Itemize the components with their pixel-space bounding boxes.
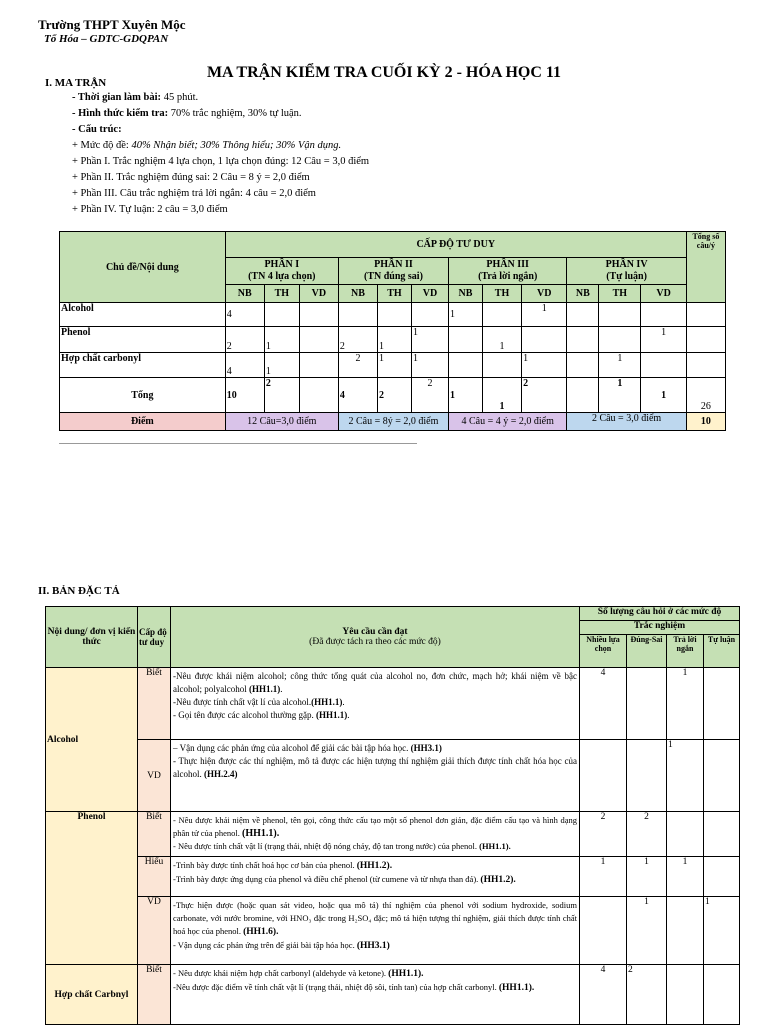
cell	[567, 303, 599, 327]
req-code: (HH1.6).	[243, 927, 279, 937]
part4-header	[567, 258, 686, 285]
cell: 2	[378, 378, 412, 413]
count-cell: 1	[667, 740, 704, 812]
row-score	[60, 413, 726, 431]
req-line: -Trình bày được ứng dụng của phenol và điều chế phenol (từ cumene và từ nhựa than đá).	[173, 874, 481, 884]
level-know: Biết	[138, 812, 171, 857]
req-code: (HH1.1).	[242, 828, 280, 839]
cell: 1	[641, 378, 686, 413]
cell	[522, 327, 567, 353]
row-label-alcohol: Alcohol	[60, 303, 226, 327]
count-cell	[704, 740, 740, 812]
cell: 1	[449, 378, 483, 413]
part4-title: PHẦN IV	[605, 259, 648, 270]
cell	[641, 353, 686, 378]
part2-title: PHẦN II	[374, 259, 413, 270]
req-line: - Nêu được khái niệm về phenol, tên gọi, công thức cấu tạo một số phenol đơn giản, đặc điểm cấu tạo và hình dạng phân tử của phenol.	[173, 815, 577, 838]
part1-header	[225, 258, 338, 285]
count-cell: 1	[667, 668, 704, 740]
topic-phenol: Phenol	[46, 812, 138, 965]
mc-header: Trắc nghiệm	[580, 621, 740, 635]
cell	[641, 303, 686, 327]
structure-label: - Cấu trúc:	[72, 124, 122, 135]
cell	[449, 327, 483, 353]
cell	[299, 378, 338, 413]
req-code: (HH1.1).	[388, 969, 424, 979]
short-answer-header: Trả lời ngắn	[667, 635, 704, 668]
col-nb: NB	[567, 285, 599, 303]
count-cell: 4	[580, 668, 627, 740]
true-false-header: Đúng-Sai	[627, 635, 667, 668]
cell	[686, 353, 725, 378]
col-th: TH	[264, 285, 299, 303]
row-label-phenol: Phenol	[60, 327, 226, 353]
part3-info: + Phần III. Câu trắc nghiệm trả lời ngắn: 4 câu = 2,0 điểm	[72, 188, 316, 199]
requirement-text	[171, 857, 580, 897]
level-header: Cấp độ tư duy	[138, 607, 171, 668]
form-value: 70% trắc nghiệm, 30% tự luận.	[168, 108, 302, 119]
cell: 1	[482, 327, 521, 353]
col-nb: NB	[449, 285, 483, 303]
requirement-subtitle: (Đã được tách ra theo các mức độ)	[309, 637, 441, 647]
count-cell	[627, 740, 667, 812]
requirement-title: Yêu cầu cần đạt	[342, 627, 408, 637]
count-cell	[704, 812, 740, 857]
row-carbonyl	[60, 353, 726, 378]
col-th: TH	[599, 285, 641, 303]
cell: 2	[225, 327, 264, 353]
part4-subtitle: (Tự luận)	[606, 271, 647, 282]
cell: 2	[264, 378, 299, 413]
requirement-text	[171, 812, 580, 857]
col-vd: VD	[641, 285, 686, 303]
section-1-heading: I. MA TRẬN	[45, 77, 107, 89]
count-cell	[704, 857, 740, 897]
essay-header: Tự luận	[704, 635, 740, 668]
count-cell: 2	[627, 812, 667, 857]
req-code: (HH.2.4)	[204, 769, 238, 779]
count-cell: 1	[667, 857, 704, 897]
req-line: -Trình bày được tính chất hoá học cơ bản của phenol.	[173, 860, 357, 870]
cell: 1	[378, 353, 412, 378]
count-cell: 1	[704, 897, 740, 965]
req-line: -Nêu được đặc điểm về tính chất vật lí (trạng thái, nhiệt độ sôi, tính tan) của hợp chất carbonyl.	[173, 982, 499, 992]
req-line: - Nêu được khái niệm hợp chất carbonyl (aldehyde và ketone).	[173, 968, 389, 978]
col-nb: NB	[225, 285, 264, 303]
cell: 2	[411, 378, 448, 413]
count-cell	[580, 897, 627, 965]
cell	[482, 353, 521, 378]
row-label-total: Tổng	[60, 378, 226, 413]
req-code: (HH1.1)	[311, 697, 343, 707]
count-cell	[667, 965, 704, 1025]
level-header: CẤP ĐỘ TƯ DUY	[225, 232, 686, 258]
req-line: - Nêu được tính chất vật lí (trạng thái, nhiệt độ nóng chảy, độ tan trong nước) của phenol.	[173, 841, 480, 851]
department-name: Tổ Hóa – GDTC-GDQPAN	[44, 33, 169, 45]
cell	[338, 303, 377, 327]
count-cell	[627, 668, 667, 740]
school-name: Trường THPT Xuyên Mộc	[38, 17, 186, 32]
multi-choice-header: Nhiều lựa chọn	[580, 635, 627, 668]
topic-alcohol: Alcohol	[46, 668, 138, 812]
req-code: (HH1.1).	[479, 841, 511, 851]
cell: 4	[225, 353, 264, 378]
row-phenol	[60, 327, 726, 353]
total-header: Tổng số câu/ý	[686, 232, 725, 303]
requirement-text	[171, 965, 580, 1025]
score-part1: 12 Câu=3,0 điểm	[225, 413, 338, 431]
count-cell	[704, 668, 740, 740]
count-cell: 2	[627, 965, 667, 1025]
matrix-table	[59, 231, 726, 431]
count-cell: 1	[580, 857, 627, 897]
cell: 1	[411, 353, 448, 378]
requirement-text	[171, 740, 580, 812]
col-vd: VD	[411, 285, 448, 303]
cell	[567, 353, 599, 378]
row-alcohol	[60, 303, 726, 327]
level-value: 40% Nhận biết; 30% Thông hiểu; 30% Vận dụng.	[131, 140, 342, 151]
cell	[599, 327, 641, 353]
cell: 4	[225, 303, 264, 327]
cell: 1	[264, 353, 299, 378]
col-vd: VD	[299, 285, 338, 303]
cell	[567, 378, 599, 413]
score-part3: 4 Câu = 4 ý = 2,0 điểm	[449, 413, 567, 431]
cell	[686, 303, 725, 327]
row-total	[60, 378, 726, 413]
count-cell	[667, 897, 704, 965]
count-cell: 2	[580, 812, 627, 857]
score-part2: 2 Câu = 8ý = 2,0 điểm	[338, 413, 448, 431]
divider-line	[59, 443, 417, 444]
total-sum: 26	[686, 378, 725, 413]
col-th: TH	[482, 285, 521, 303]
time-label: - Thời gian làm bài:	[72, 92, 162, 103]
part2-subtitle: (TN đúng sai)	[364, 271, 423, 282]
cell	[599, 303, 641, 327]
requirement-text	[171, 897, 580, 965]
count-cell	[704, 965, 740, 1025]
level-understand: Hiểu	[138, 857, 171, 897]
count-cell: 4	[580, 965, 627, 1025]
cell	[299, 353, 338, 378]
level-apply: VD	[138, 897, 171, 965]
level-know: Biết	[138, 668, 171, 740]
req-code: (HH1.2).	[356, 861, 393, 871]
req-line: - Vận dụng các phản ứng trên để giải bài tập hóa học.	[173, 940, 357, 950]
requirement-text: -Nêu được khái niệm alcohol; công thức tổng quát của alcohol no, đơn chức, mạch hở; khái niệm về bậc alcohol; polyalcohol (HH1.1). -Nêu được tính chất vật lí của alcohol.(HH1.1). - Gọi tên được các alcohol thường gặp. (HH1.1).	[171, 668, 580, 740]
part1-title: PHẦN I	[264, 259, 300, 270]
cell: 2	[522, 378, 567, 413]
col-vd: VD	[522, 285, 567, 303]
exam-info	[72, 90, 369, 218]
requirement-header	[171, 607, 580, 668]
content-header: Nội dung/ đơn vị kiến thức	[46, 607, 138, 668]
form-label: - Hình thức kiểm tra:	[72, 108, 169, 119]
cell	[411, 303, 448, 327]
cell	[482, 303, 521, 327]
req-code: (HH1.1)	[248, 684, 281, 694]
count-cell: 1	[627, 897, 667, 965]
section-2-heading: II. BẢN ĐẶC TẢ	[38, 585, 120, 597]
count-cell: 1	[627, 857, 667, 897]
req-line: – Vận dụng các phản ứng của alcohol để giải các bài tập hóa học.	[173, 743, 411, 753]
req-code: (HH1.2).	[480, 875, 516, 885]
req-line: -Nêu được khái niệm alcohol; công thức tổng quát của alcohol no, đơn chức, mạch hở; khái niệm về bậc alcohol; polyalcohol	[173, 671, 577, 694]
count-cell	[580, 740, 627, 812]
score-part4: 2 Câu = 3,0 điểm	[567, 413, 686, 431]
cell	[299, 327, 338, 353]
col-nb: NB	[338, 285, 377, 303]
req-code: (HH3.1)	[356, 941, 390, 951]
req-code: (HH1.1)	[315, 710, 348, 720]
level-apply: VD	[138, 740, 171, 812]
cell: 2	[338, 353, 377, 378]
cell: 1	[411, 327, 448, 353]
part3-title: PHẦN III	[486, 259, 529, 270]
req-code: (HH1.1).	[498, 983, 535, 993]
cell	[264, 303, 299, 327]
count-cell	[667, 812, 704, 857]
time-value: 45 phút.	[161, 92, 199, 103]
cell: 1	[482, 378, 521, 413]
cell: 1	[599, 353, 641, 378]
part3-subtitle: (Trả lời ngắn)	[478, 271, 538, 282]
part2-info: + Phần II. Trắc nghiệm đúng sai: 2 Câu = 8 ý = 2,0 điểm	[72, 172, 310, 183]
req-line: - Thực hiện được các thí nghiệm, mô tả được các hiện tượng thí nghiệm giải thích được tính chất hóa học của alcohol.	[173, 756, 577, 779]
cell: 1	[264, 327, 299, 353]
cell: 10	[225, 378, 264, 413]
cell: 2	[338, 327, 377, 353]
part1-info: + Phần I. Trắc nghiệm 4 lựa chọn, 1 lựa chọn đúng: 12 Câu = 3,0 điểm	[72, 156, 370, 167]
cell: 4	[338, 378, 377, 413]
cell: 1	[378, 327, 412, 353]
req-line: - Gọi tên được các alcohol thường gặp.	[173, 710, 316, 720]
row-label-score: Điểm	[60, 413, 226, 431]
cell	[449, 353, 483, 378]
cell: 1	[522, 303, 567, 327]
part4-info: + Phần IV. Tự luận: 2 câu = 3,0 điểm	[72, 204, 228, 215]
part1-subtitle: (TN 4 lựa chọn)	[248, 271, 316, 282]
cell: 1	[641, 327, 686, 353]
document-title: MA TRẬN KIỂM TRA CUỐI KỲ 2 - HÓA HỌC 11	[206, 64, 562, 81]
req-line: -Thực hiện được (hoặc quan sát video, hoặc qua mô tả) thí nghiệm của phenol với sodium hydroxide, sodium carbonate, với nước bromine, với HNO₃ đặc trong H₂SO₄ đặc; mô tả hiện tượng thí nghiệm, giải thích được tính chất hoá học của phenol.	[173, 900, 577, 936]
cell: 1	[449, 303, 483, 327]
level-know: Biết	[138, 965, 171, 1025]
col-th: TH	[378, 285, 412, 303]
cell	[567, 327, 599, 353]
req-line: -Nêu được tính chất vật lí của alcohol.	[173, 697, 312, 707]
cell	[299, 303, 338, 327]
part3-header	[449, 258, 567, 285]
cell: 1	[522, 353, 567, 378]
specification-table	[45, 606, 740, 1025]
score-total: 10	[686, 413, 725, 431]
level-prefix: + Mức độ đề:	[72, 140, 132, 151]
cell	[378, 303, 412, 327]
count-header: Số lượng câu hỏi ở các mức độ	[580, 607, 740, 621]
topic-header: Chủ đề/Nội dung	[60, 232, 226, 303]
cell: 1	[599, 378, 641, 413]
req-code: (HH3.1)	[410, 743, 442, 753]
topic-carbonyl: Hợp chất Carbnyl	[46, 965, 138, 1025]
row-label-carbonyl: Hợp chất carbonyl	[60, 353, 226, 378]
part2-header	[338, 258, 448, 285]
cell	[686, 327, 725, 353]
